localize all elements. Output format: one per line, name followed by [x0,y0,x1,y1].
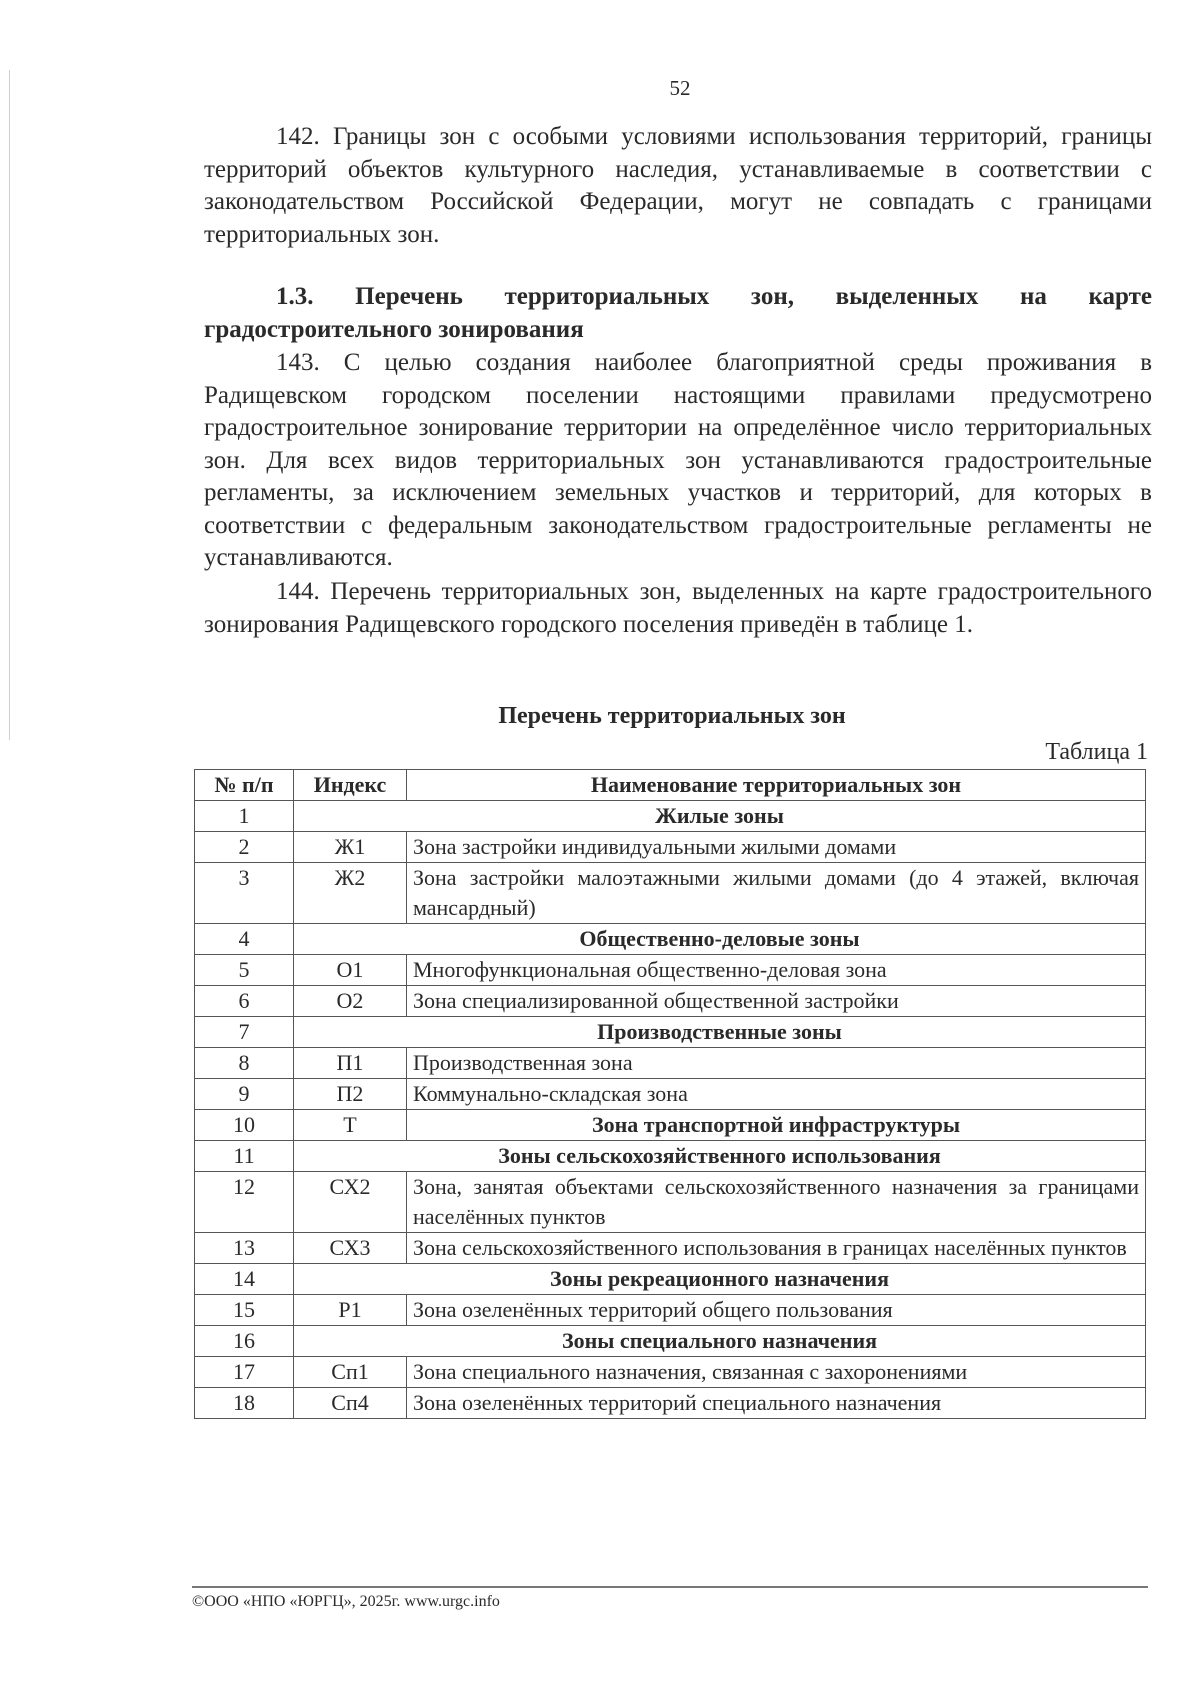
header-index: Индекс [294,770,407,801]
scan-edge-mark [9,70,10,740]
row-number: 15 [195,1295,294,1326]
header-name: Наименование территориальных зон [407,770,1146,801]
row-number: 10 [195,1110,294,1141]
table-row [195,1141,1146,1172]
page-number: 52 [669,76,691,100]
table-row [195,832,1146,863]
table-row [195,863,1146,924]
zone-index: Ж1 [294,832,407,863]
zone-name: Производственная зона [407,1048,1146,1079]
table-title: Перечень территориальных зон [498,703,846,729]
row-number: 12 [195,1172,294,1233]
table-row [195,1264,1146,1295]
zone-name: Коммунально-складская зона [407,1079,1146,1110]
zone-index: П2 [294,1079,407,1110]
table-row [195,1295,1146,1326]
zone-name-bold: Зона транспортной инфраструктуры [407,1110,1146,1141]
zone-index: Сп1 [294,1357,407,1388]
zone-name: Зона застройки малоэтажными жилыми домами (до 4 этажей, включая мансардный) [407,863,1146,924]
zone-index: СХ2 [294,1172,407,1233]
row-number: 7 [195,1017,294,1048]
table-row [195,1326,1146,1357]
zone-name: Зона озеленённых территорий общего пользования [407,1295,1146,1326]
zone-group-title: Жилые зоны [294,801,1146,832]
row-number: 1 [195,801,294,832]
section-heading-text: 1.3. Перечень территориальных зон, выделенных на карте градостроительного зонирования [204,283,1152,343]
paragraph-143 [204,347,1152,575]
row-number: 14 [195,1264,294,1295]
row-number: 8 [195,1048,294,1079]
table-row [195,924,1146,955]
row-number: 6 [195,986,294,1017]
zone-group-title: Зоны специального назначения [294,1326,1146,1357]
zone-name: Зона, занятая объектами сельскохозяйственного назначения за границами населённых пунктов [407,1172,1146,1233]
table-row [195,986,1146,1017]
row-number: 16 [195,1326,294,1357]
zone-group-title: Зоны сельскохозяйственного использования [294,1141,1146,1172]
table-label: Таблица 1 [1045,739,1148,765]
row-number: 3 [195,863,294,924]
paragraph-144 [204,576,1152,641]
row-number: 5 [195,955,294,986]
zone-index: Р1 [294,1295,407,1326]
row-number: 17 [195,1357,294,1388]
zones-table-body [195,801,1146,1419]
footer-copyright: ©ООО «НПО «ЮРГЦ», 2025г. www.urgc.info [192,1593,500,1610]
table-row [195,1357,1146,1388]
paragraph-142-text: 142. Границы зон с особыми условиями использования территорий, границы территорий объектов культурного наследия, устанавливаемые в соответствии с законодательством Российской Федерации, могут не совпадать с границами территориальных зон. [204,123,1152,248]
row-number: 4 [195,924,294,955]
zones-table [194,769,1146,1419]
zone-group-title: Зоны рекреационного назначения [294,1264,1146,1295]
zone-group-title: Общественно-деловые зоны [294,924,1146,955]
header-num: № п/п [195,770,294,801]
zone-index: П1 [294,1048,407,1079]
footer-divider [192,1586,1148,1588]
zone-index: СХ3 [294,1233,407,1264]
row-number: 18 [195,1388,294,1419]
zone-index: Т [294,1110,407,1141]
paragraph-144-text: 144. Перечень территориальных зон, выделенных на карте градостроительного зонирования Радищевского городского поселения приведён в таблице 1. [204,578,1152,638]
paragraph-142 [204,121,1152,251]
zone-index: Ж2 [294,863,407,924]
zone-index: О1 [294,955,407,986]
table-row [195,1048,1146,1079]
table-row [195,1079,1146,1110]
zone-name: Многофункциональная общественно-деловая зона [407,955,1146,986]
table-row [195,955,1146,986]
zone-name: Зона озеленённых территорий специального назначения [407,1388,1146,1419]
table-header-row [195,770,1146,801]
zone-name: Зона специального назначения, связанная с захоронениями [407,1357,1146,1388]
row-number: 11 [195,1141,294,1172]
row-number: 9 [195,1079,294,1110]
row-number: 13 [195,1233,294,1264]
paragraph-143-text: 143. С целью создания наиболее благоприятной среды проживания в Радищевском городском поселении настоящими правилами предусмотрено градостроительное зонирование территории на определённое число территориальных зон. Для всех видов территориальных зон устанавливаются градостроительные регламенты, за исключением земельных участков и территорий, для которых в соответствии с федеральным законодательством градостроительные регламенты не устанавливаются. [204,349,1152,571]
table-row [195,1388,1146,1419]
table-row [195,1233,1146,1264]
zone-group-title: Производственные зоны [294,1017,1146,1048]
table-row [195,1017,1146,1048]
zone-index: Сп4 [294,1388,407,1419]
zone-name: Зона специализированной общественной застройки [407,986,1146,1017]
section-heading-1-3 [204,281,1152,346]
zone-index: О2 [294,986,407,1017]
zone-name: Зона застройки индивидуальными жилыми домами [407,832,1146,863]
row-number: 2 [195,832,294,863]
table-row [195,801,1146,832]
table-row [195,1172,1146,1233]
zone-name: Зона сельскохозяйственного использования в границах населённых пунктов [407,1233,1146,1264]
table-row [195,1110,1146,1141]
